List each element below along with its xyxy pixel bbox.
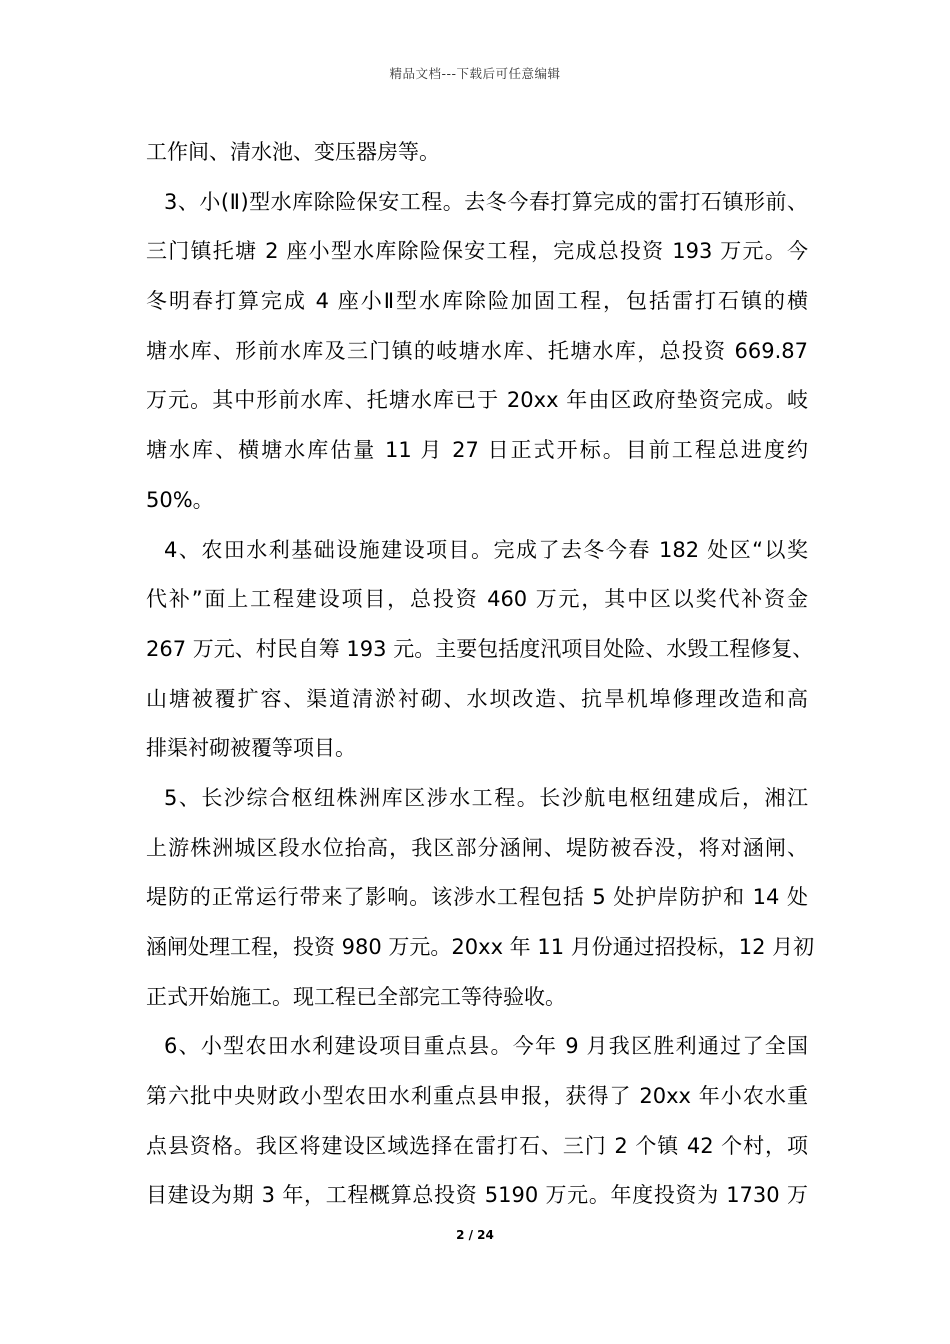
text-line: 冬明春打算完成 4 座小Ⅱ型水库除险加固工程，包括雷打石镇的横 [146, 289, 808, 314]
page-number: 2 / 24 [456, 1228, 494, 1242]
text-line: 第六批中央财政小型农田水利重点县申报，获得了 20xx 年小农水重 [146, 1084, 808, 1109]
text-line: 正式开始施工。现工程已全部完工等待验收。 [146, 984, 566, 1009]
page-header: 精品文档---下载后可任意编辑 [389, 66, 561, 81]
text-line: 工作间、清水池、变压器房等。 [146, 140, 440, 164]
text-line: 3、小(Ⅱ)型水库除险保安工程。去冬今春打算完成的雷打石镇形前、 [164, 189, 808, 214]
text-line: 塘水库、形前水库及三门镇的岐塘水库、托塘水库，总投资 669.87 [146, 338, 808, 363]
text-line: 5、长沙综合枢纽株洲库区涉水工程。长沙航电枢纽建成后，湘江 [164, 785, 808, 810]
text-line: 山塘被覆扩容、渠道清淤衬砌、水坝改造、抗旱机埠修理改造和高 [146, 686, 808, 711]
document-body [146, 132, 815, 1225]
text-line: 6、小型农田水利建设项目重点县。今年 9 月我区胜利通过了全国 [164, 1034, 808, 1059]
text-line: 塘水库、横塘水库估量 11 月 27 日正式开标。目前工程总进度约 [146, 438, 808, 463]
text-line: 涵闸处理工程，投资 980 万元。20xx 年 11 月份通过招投标，12 月初 [146, 935, 815, 959]
text-line: 万元。其中形前水库、托塘水库已于 20xx 年由区政府垫资完成。岐 [146, 388, 808, 413]
text-line: 50%。 [146, 487, 214, 512]
text-line: 267 万元、村民自筹 193 元。主要包括度汛项目处险、水毁工程修复、 [146, 636, 814, 661]
text-line: 堤防的正常运行带来了影响。该涉水工程包括 5 处护岸防护和 14 处 [146, 885, 808, 910]
text-line: 三门镇托塘 2 座小型水库除险保安工程，完成总投资 193 万元。今 [146, 239, 808, 264]
text-line: 4、农田水利基础设施建设项目。完成了去冬今春 182 处区“以奖 [164, 537, 808, 562]
text-line: 目建设为期 3 年，工程概算总投资 5190 万元。年度投资为 1730 万 [146, 1183, 808, 1208]
text-line: 代补”面上工程建设项目，总投资 460 万元，其中区以奖代补资金 [146, 587, 808, 612]
text-line: 点县资格。我区将建设区域选择在雷打石、三门 2 个镇 42 个村，项 [146, 1133, 808, 1158]
text-line: 排渠衬砌被覆等项目。 [146, 736, 356, 761]
text-line: 上游株洲城区段水位抬高，我区部分涵闸、堤防被吞没，将对涵闸、 [146, 835, 808, 860]
